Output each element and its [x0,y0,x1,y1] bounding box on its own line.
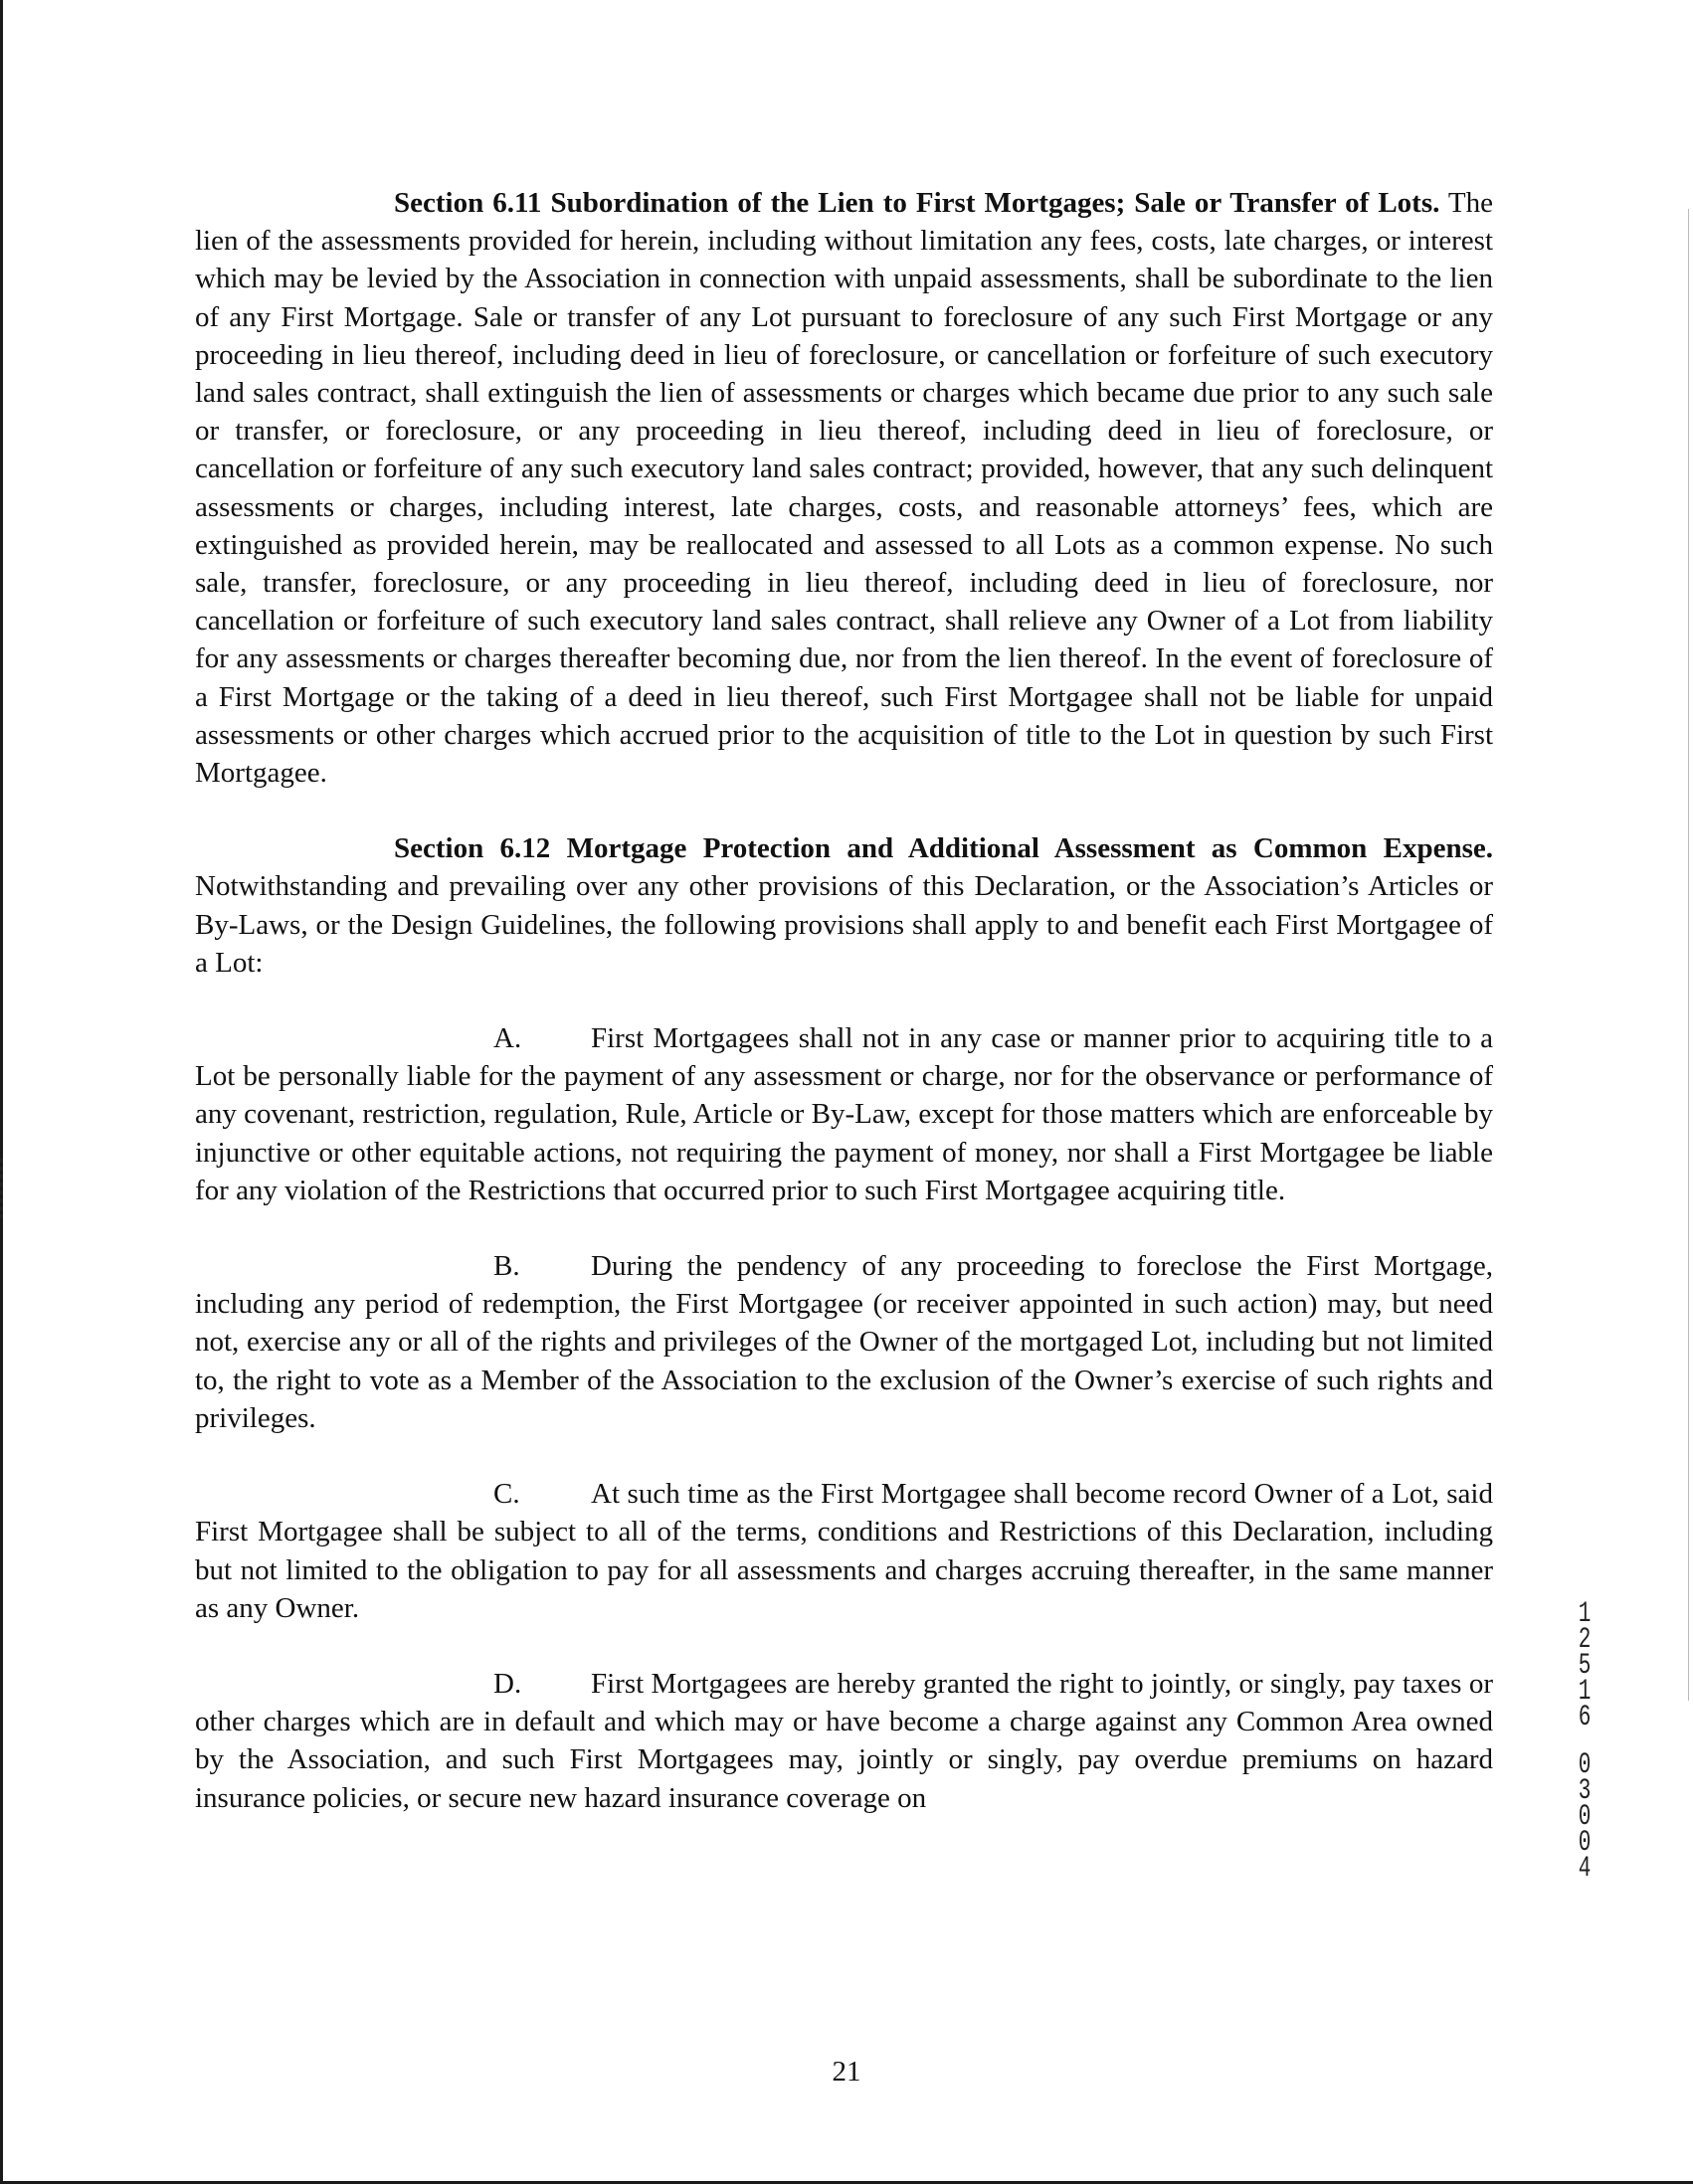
section-6-11-paragraph [195,184,1493,792]
stamp-digit: 3 [1578,1774,1592,1808]
stamp-digit: 0 [1578,1826,1592,1860]
stamp-digit: 1 [1578,1675,1592,1709]
item-a-text: First Mortgagees shall not in any case or manner prior to acquiring title to a Lot be personally liable for the payment of any assessment or charge, nor for the observance or performance of any covenant, restriction, regulation, Rule, Article or By-Law, except for those matters which are enforceable by injunctive or other equitable actions, not requiring the payment of money, nor shall a First Mortgagee be liable for any violation of the Restrictions that occurred prior to such First Mortgagee acquiring title. [195,1022,1493,1206]
scan-artifact-mark [0,1159,3,1218]
item-d-text: First Mortgagees are hereby granted the right to jointly, or singly, pay taxes or other charges which are in default and which may or have become a charge against any Common Area owned by the Association, and such First Mortgagees may, jointly or singly, pay overdue premiums on hazard insurance policies, or secure new hazard insurance coverage on [195,1667,1493,1814]
stamp-digit: 2 [1578,1623,1592,1657]
section-6-12-heading: Section 6.12 Mortgage Protection and Additional Assessment as Common Expense. [394,832,1493,865]
item-a-paragraph [195,1019,1493,1209]
item-d-paragraph [195,1665,1493,1817]
stamp-digit: 0 [1578,1800,1592,1834]
item-b-text: During the pendency of any proceeding to foreclose the First Mortgage, including any period of redemption, the First Mortgagee (or receiver appointed in such action) may, but need not, exercise any or all of the rights and privileges of the Owner of the mortgaged Lot, including but not limited to, the right to vote as a Member of the Association to the exclusion of the Owner’s exercise of such rights and privileges. [195,1250,1493,1434]
document-body [195,184,1493,1855]
item-a-letter: A. [493,1022,522,1055]
section-6-11-heading: Section 6.11 Subordination of the Lien to First Mortgages; Sale or Transfer of Lots. [394,187,1440,219]
scan-edge-right [1688,209,1689,1701]
stamp-digit: 5 [1578,1649,1592,1683]
item-b-paragraph [195,1247,1493,1437]
section-6-12-paragraph [195,829,1493,982]
stamp-digit: 4 [1578,1852,1592,1886]
page-number: 21 [832,2056,861,2088]
section-6-11-text: The lien of the assessments provided for herein, including without limitation any fees, costs, late charges, or interest which may be levied by the Association in connection with unpaid assessments, shall be subordinate to the lien of any First Mortgage. Sale or transfer of any Lot pursuant to foreclosure of any such First Mortgage or any proceeding in lieu thereof, including deed in lieu of foreclosure, or cancellation or forfeiture of such executory land sales contract, shall extinguish the lien of assessments or charges which became due prior to any such sale or transfer, or foreclosure, or any proceeding in lieu thereof, including deed in lieu of foreclosure, or cancellation or forfeiture of any such executory land sales contract; provided, however, that any such delinquent assessments or charges, including interest, late charges, costs, and reasonable attorneys’ fees, which are extinguished as provided herein, may be reallocated and assessed to all Lots as a common expense. No such sale, transfer, foreclosure, or any proceeding in lieu thereof, including deed in lieu of foreclosure, nor cancellation or forfeiture of such executory land sales contract, shall relieve any Owner of a Lot from liability for any assessments or charges thereafter becoming due, nor from the lien thereof. In the event of foreclosure of a First Mortgage or the taking of a deed in lieu thereof, such First Mortgagee shall not be liable for unpaid assessments or other charges which accrued prior to the acquisition of title to the Lot in question by such First Mortgagee. [195,187,1493,790]
item-c-paragraph [195,1475,1493,1627]
recording-stamp [1571,1597,1599,1886]
item-c-letter: C. [493,1478,520,1511]
item-b-letter: B. [493,1250,520,1283]
stamp-digit: 6 [1578,1701,1592,1734]
item-d-letter: D. [493,1667,522,1700]
item-c-text: At such time as the First Mortgagee shall become record Owner of a Lot, said First Mortgagee shall be subject to all of the terms, conditions and Restrictions of this Declaration, including but not limited to the obligation to pay for all assessments and charges accruing thereafter, in the same manner as any Owner. [195,1478,1493,1624]
stamp-second-number [1571,1748,1599,1886]
stamp-digit: 0 [1578,1748,1592,1782]
stamp-first-number [1571,1597,1599,1734]
scan-edge-left [0,0,3,2184]
stamp-digit: 1 [1578,1597,1592,1631]
section-6-12-text: Notwithstanding and prevailing over any other provisions of this Declaration, or the Association’s Articles or By-Laws, or the Design Guidelines, the following provisions shall apply to and benefit each First Mortgagee of a Lot: [195,870,1493,979]
